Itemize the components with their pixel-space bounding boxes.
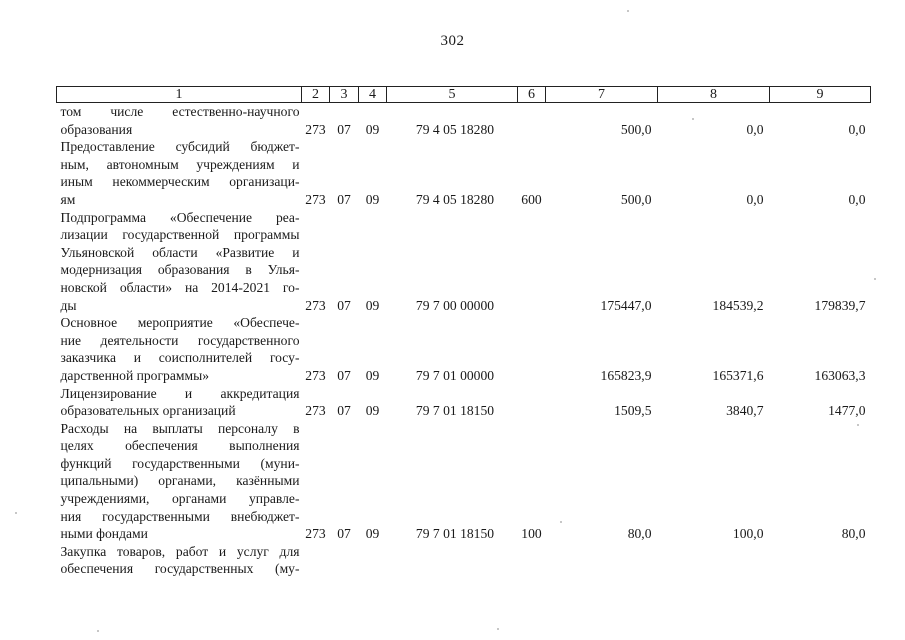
cell-ministry (302, 543, 330, 578)
cell-amount-col7: 165823,9 (600, 367, 652, 383)
cell-amount-col8: 100,0 (732, 526, 764, 542)
row-name-line: образования (60, 121, 133, 137)
cell-expense-type (518, 209, 546, 315)
cell-section: 07 (337, 297, 351, 313)
row-name-line: ям (60, 191, 76, 207)
row-name-line: ными фондами (60, 526, 148, 542)
row-name-line: Основное мероприятие «Обеспече- (60, 315, 300, 331)
cell-subsection: 09 (365, 403, 380, 419)
cell-target-article: 79 7 01 18150 (415, 403, 495, 419)
cell-ministry: 273 (305, 121, 326, 137)
cell-section: 07 (337, 121, 351, 137)
row-name-line: Закупка товаров, работ и услуг для (60, 543, 300, 559)
column-header: 5 (387, 87, 518, 103)
cell-expense-type (518, 543, 546, 578)
row-name-line: модернизация образования в Улья- (60, 262, 300, 278)
column-header: 3 (330, 87, 359, 103)
row-name-line: том числе естественно-научного (60, 104, 300, 119)
cell-ministry: 273 (305, 191, 326, 207)
cell-amount-col8: 184539,2 (712, 297, 764, 313)
cell-section: 07 (337, 191, 351, 207)
table-row (57, 138, 871, 208)
cell-amount-col8 (658, 543, 770, 578)
row-name-line: Предоставление субсидий бюджет- (60, 139, 300, 155)
row-name-line: Расходы на выплаты персоналу в (60, 420, 300, 436)
cell-amount-col7: 1509,5 (614, 403, 652, 419)
row-name-line: целях обеспечения выполнения (60, 438, 300, 454)
cell-amount-col7 (546, 543, 658, 578)
row-name-line: образовательных организаций (60, 403, 236, 419)
scan-speck (692, 118, 694, 120)
cell-amount-col7: 175447,0 (600, 297, 652, 313)
table-row (57, 385, 871, 420)
row-name (57, 385, 302, 420)
table-row (57, 103, 871, 139)
cell-target-article: 79 4 05 18280 (415, 191, 495, 207)
row-name-line: Подпрограмма «Обеспечение реа- (60, 209, 300, 225)
cell-subsection (359, 543, 387, 578)
cell-amount-col9: 1477,0 (828, 403, 866, 419)
cell-amount-col8: 0,0 (746, 191, 764, 207)
cell-expense-type: 100 (521, 526, 542, 542)
row-name-line: ципальными) органами, казёнными (60, 473, 300, 489)
scan-speck (97, 630, 99, 632)
cell-amount-col7: 80,0 (627, 526, 652, 542)
scan-speck (627, 10, 629, 12)
row-name-line: ние деятельности государственного (60, 332, 300, 348)
cell-amount-col7: 500,0 (620, 191, 652, 207)
table-row (57, 209, 871, 315)
row-name-line: Лицензирование и аккредитация (60, 385, 300, 401)
table-row (57, 543, 871, 578)
row-name (57, 420, 302, 543)
column-header: 6 (518, 87, 546, 103)
cell-ministry: 273 (305, 526, 326, 542)
cell-subsection: 09 (365, 121, 380, 137)
cell-amount-col9: 80,0 (841, 526, 866, 542)
row-name (57, 103, 302, 139)
scan-speck (15, 512, 17, 514)
column-header: 2 (302, 87, 330, 103)
cell-target-article: 79 7 01 00000 (415, 367, 495, 383)
cell-ministry: 273 (305, 297, 326, 313)
row-name (57, 209, 302, 315)
row-name-line: новской области» на 2014-2021 го- (60, 279, 300, 295)
scan-speck (874, 278, 876, 280)
cell-amount-col8: 0,0 (746, 121, 764, 137)
cell-amount-col9 (770, 543, 871, 578)
cell-subsection: 09 (365, 367, 380, 383)
column-header: 7 (546, 87, 658, 103)
row-name (57, 543, 302, 578)
cell-ministry: 273 (305, 367, 326, 383)
page-number: 302 (440, 33, 465, 49)
cell-section: 07 (337, 403, 351, 419)
cell-target-article: 79 4 05 18280 (415, 121, 495, 137)
cell-subsection: 09 (365, 526, 380, 542)
scan-speck (857, 424, 859, 426)
row-name-line: обеспечения государственных (му- (60, 561, 300, 577)
cell-amount-col9: 0,0 (848, 121, 866, 137)
column-header: 1 (57, 87, 302, 103)
cell-target-article (387, 543, 518, 578)
row-name-line: дарственной программы» (60, 367, 210, 383)
row-name (57, 314, 302, 384)
cell-section: 07 (337, 367, 351, 383)
table-row (57, 420, 871, 543)
scan-speck (560, 521, 562, 523)
cell-expense-type (518, 385, 546, 420)
row-name-line: Ульяновской области «Развитие и (60, 244, 300, 260)
scan-speck (497, 628, 499, 630)
cell-expense-type (518, 103, 546, 139)
cell-amount-col7: 500,0 (620, 121, 652, 137)
column-header: 4 (359, 87, 387, 103)
cell-amount-col8: 3840,7 (726, 403, 764, 419)
row-name-line: учреждениями, органами управле- (60, 491, 300, 507)
cell-expense-type: 600 (521, 191, 542, 207)
cell-target-article: 79 7 01 18150 (415, 526, 495, 542)
cell-subsection: 09 (365, 297, 380, 313)
cell-section: 07 (337, 526, 351, 542)
row-name-line: ды (60, 297, 77, 313)
row-name-line: иным некоммерческим организаци- (60, 174, 300, 190)
cell-subsection: 09 (365, 191, 380, 207)
table-row (57, 314, 871, 384)
budget-table (56, 86, 871, 578)
cell-expense-type (518, 314, 546, 384)
table-header-row (57, 87, 871, 103)
row-name-line: лизации государственной программы (60, 227, 300, 243)
row-name-line: ным, автономным учреждениям и (60, 156, 300, 172)
cell-section (330, 543, 359, 578)
column-header: 8 (658, 87, 770, 103)
cell-amount-col9: 0,0 (848, 191, 866, 207)
row-name-line: заказчика и соисполнителей госу- (60, 350, 300, 366)
cell-target-article: 79 7 00 00000 (415, 297, 495, 313)
cell-amount-col9: 179839,7 (814, 297, 866, 313)
row-name-line: функций государственными (муни- (60, 455, 300, 471)
row-name-line: ния государственными внебюджет- (60, 508, 300, 524)
cell-amount-col8: 165371,6 (712, 367, 764, 383)
column-header: 9 (770, 87, 871, 103)
cell-amount-col9: 163063,3 (814, 367, 866, 383)
cell-ministry: 273 (305, 403, 326, 419)
row-name (57, 138, 302, 208)
